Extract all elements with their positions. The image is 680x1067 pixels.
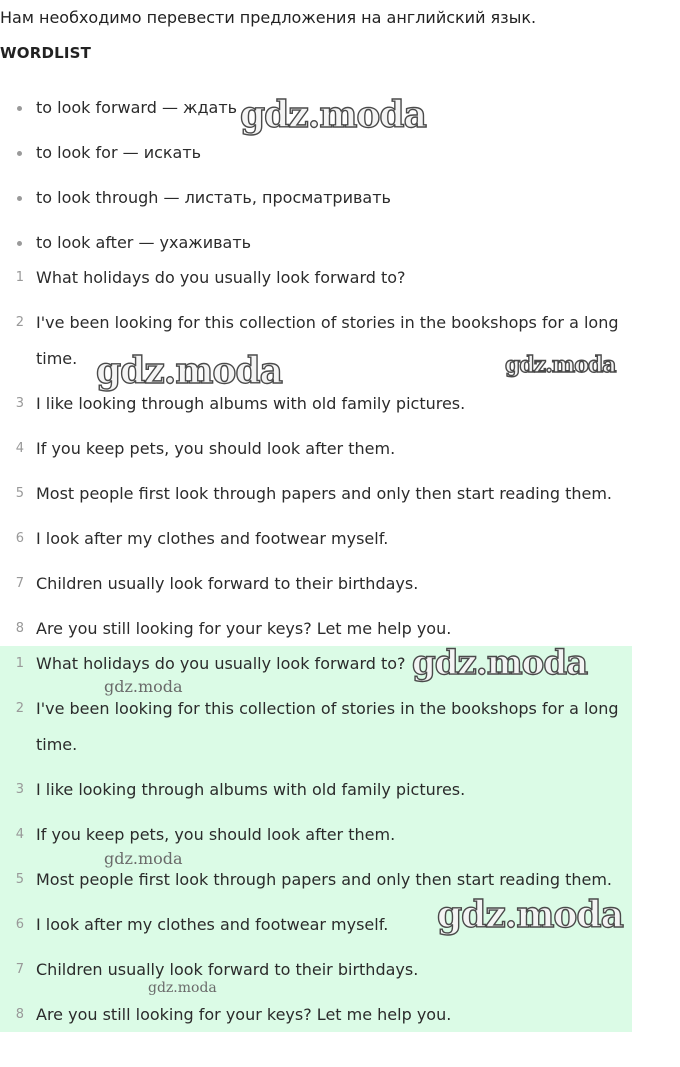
watermark: gdz.moda <box>437 894 623 936</box>
sentence-text: If you keep pets, you should look after them. <box>36 439 396 458</box>
answer-item <box>0 952 620 988</box>
wordlist-item <box>0 135 660 180</box>
watermark: gdz.moda <box>148 980 217 996</box>
item-number: 7 <box>15 962 24 977</box>
sentence-list <box>0 260 640 656</box>
item-number: 1 <box>15 270 24 285</box>
answer-item <box>0 772 620 808</box>
item-number: 1 <box>15 656 24 671</box>
sentence-item <box>0 476 640 512</box>
answer-text: Most people first look through papers and only then start reading them. <box>36 870 612 889</box>
watermark: gdz.moda <box>104 849 183 868</box>
sentence-text: Most people first look through papers and only then start reading them. <box>36 484 612 503</box>
item-number: 3 <box>15 782 24 797</box>
answer-item <box>0 817 620 853</box>
wordlist-item-text: to look for — искать <box>36 143 202 162</box>
watermark: gdz.moda <box>505 352 616 378</box>
item-number: 8 <box>15 1007 24 1022</box>
sentence-item <box>0 521 640 557</box>
answer-text: I like looking through albums with old family pictures. <box>36 780 466 799</box>
item-number: 4 <box>15 441 24 456</box>
item-number: 4 <box>15 827 24 842</box>
wordlist-heading: WORDLIST <box>0 44 92 62</box>
answer-item <box>0 997 620 1033</box>
wordlist-item-text: to look through — листать, просматривать <box>36 188 391 207</box>
sentence-item <box>0 431 640 467</box>
answer-item <box>0 691 620 763</box>
item-number: 2 <box>15 315 24 330</box>
sentence-item <box>0 611 640 647</box>
bullet-icon <box>17 196 22 201</box>
item-number: 6 <box>15 531 24 546</box>
item-number: 6 <box>15 917 24 932</box>
item-number: 8 <box>15 621 24 636</box>
sentence-item <box>0 566 640 602</box>
wordlist-item-text: to look forward — ждать <box>36 98 238 117</box>
answer-item <box>0 862 620 898</box>
item-number: 2 <box>15 701 24 716</box>
sentence-text: Children usually look forward to their birthdays. <box>36 574 419 593</box>
sentence-text: I like looking through albums with old family pictures. <box>36 394 466 413</box>
sentence-text: Are you still looking for your keys? Let me help you. <box>36 619 452 638</box>
item-number: 3 <box>15 396 24 411</box>
item-number: 5 <box>15 486 24 501</box>
answer-text: Are you still looking for your keys? Let me help you. <box>36 1005 452 1024</box>
watermark: gdz.moda <box>412 643 588 683</box>
item-number: 5 <box>15 872 24 887</box>
bullet-icon <box>17 106 22 111</box>
sentence-item <box>0 260 640 296</box>
item-number: 7 <box>15 576 24 591</box>
bullet-icon <box>17 151 22 156</box>
sentence-text: I've been looking for this collection of stories in the bookshops for a long time. <box>36 313 619 368</box>
answer-text: I've been looking for this collection of stories in the bookshops for a long time. <box>36 699 619 754</box>
intro-text: Нам необходимо перевести предложения на английский язык. <box>0 8 537 27</box>
sentence-text: I look after my clothes and footwear myself. <box>36 529 389 548</box>
answer-text: What holidays do you usually look forward to? <box>36 654 406 673</box>
answer-text: If you keep pets, you should look after them. <box>36 825 396 844</box>
sentence-text: What holidays do you usually look forward to? <box>36 268 406 287</box>
wordlist-item <box>0 180 660 225</box>
watermark: gdz.moda <box>104 677 183 696</box>
watermark: gdz.moda <box>240 94 426 136</box>
answer-text: Children usually look forward to their birthdays. <box>36 960 419 979</box>
answer-text: I look after my clothes and footwear myself. <box>36 915 389 934</box>
answer-list <box>0 646 620 1042</box>
watermark: gdz.moda <box>96 350 282 392</box>
wordlist-item-text: to look after — ухаживать <box>36 233 252 252</box>
bullet-icon <box>17 241 22 246</box>
